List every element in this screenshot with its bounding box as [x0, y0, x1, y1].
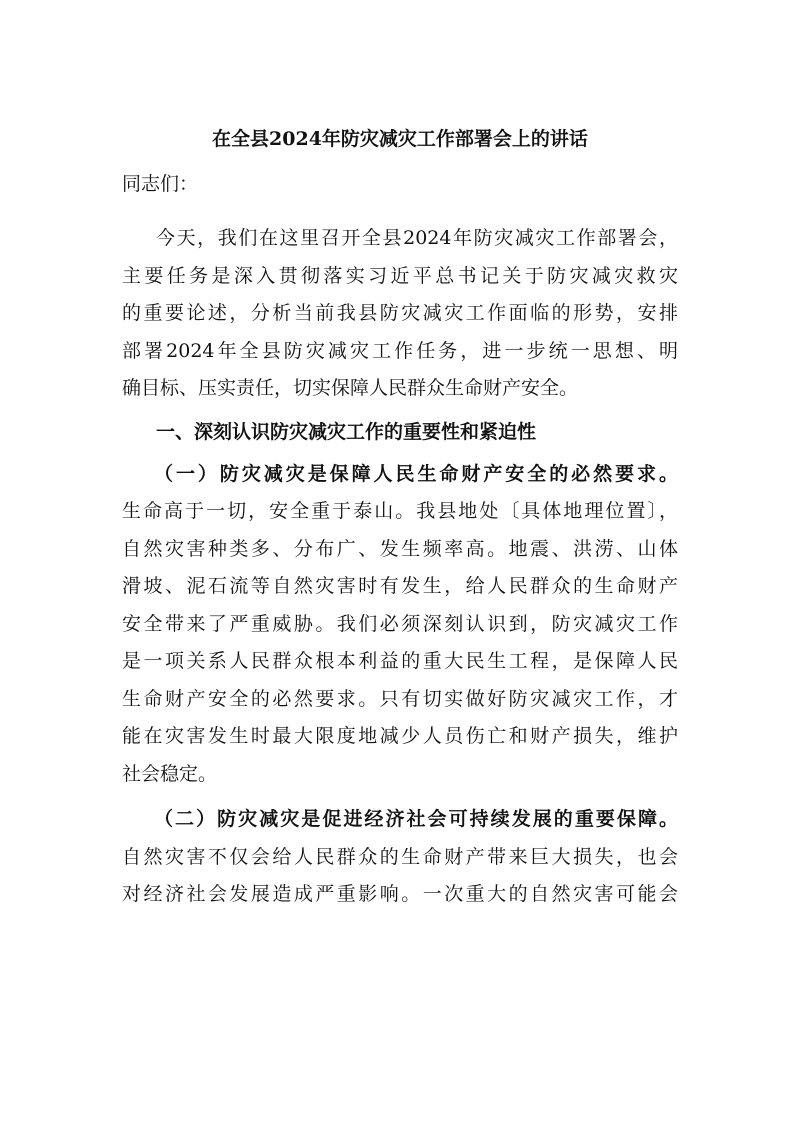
intro-paragraph — [122, 220, 678, 408]
section-1-paragraph — [122, 456, 678, 794]
section-1-line: 滑坡、泥石流等自然灾害时有发生，给人民群众的生命财产 — [122, 575, 678, 597]
intro-line: 的重要论述，分析当前我县防灾减灾工作面临的形势，安排 — [122, 302, 678, 324]
section-2-subheading: （二）防灾减灾是促进经济社会可持续发展的重要保障。 — [154, 808, 678, 830]
section-1-subheading: （一）防灾减灾是保障人民生命财产安全的必然要求。 — [154, 462, 678, 485]
intro-line: 部署2024年全县防灾减灾工作任务，进一步统一思想、明 — [122, 339, 678, 362]
section-2-line: 对经济社会发展造成严重影响。一次重大的自然灾害可能会 — [122, 883, 678, 905]
section-heading-1: 一、深刻认识防灾减灾工作的重要性和紧迫性 — [156, 420, 537, 443]
intro-line: 确目标、压实责任，切实保障人民群众生命财产安全。 — [122, 377, 579, 399]
section-1-line: 自然灾害种类多、分布广、发生频率高。地震、洪涝、山体 — [122, 537, 678, 560]
section-1-line: 能在灾害发生时最大限度地减少人员伤亡和财产损失，维护 — [122, 725, 678, 747]
section-2-line: 自然灾害不仅会给人民群众的生命财产带来巨大损失，也会 — [122, 845, 678, 868]
section-2-paragraph — [122, 801, 678, 914]
section-1-line: 生命高于一切，安全重于泰山。我县地处〔具体地理位置〕， — [122, 500, 678, 522]
intro-line: 今天，我们在这里召开全县2024年防灾减灾工作部署会， — [156, 227, 678, 249]
salutation: 同志们： — [122, 173, 199, 195]
section-1-line: 安全带来了严重威胁。我们必须深刻认识到，防灾减灾工作 — [122, 612, 678, 635]
section-1-line: 社会稳定。 — [122, 762, 218, 785]
intro-line: 主要任务是深入贯彻落实习近平总书记关于防灾减灾救灾 — [122, 264, 678, 287]
section-1-line: 生命财产安全的必然要求。只有切实做好防灾减灾工作，才 — [122, 687, 678, 710]
section-1-line: 是一项关系人民群众根本利益的重大民生工程，是保障人民 — [122, 650, 678, 672]
document-body — [122, 118, 678, 914]
document-title: 在全县2024年防灾减灾工作部署会上的讲话 — [212, 128, 588, 150]
